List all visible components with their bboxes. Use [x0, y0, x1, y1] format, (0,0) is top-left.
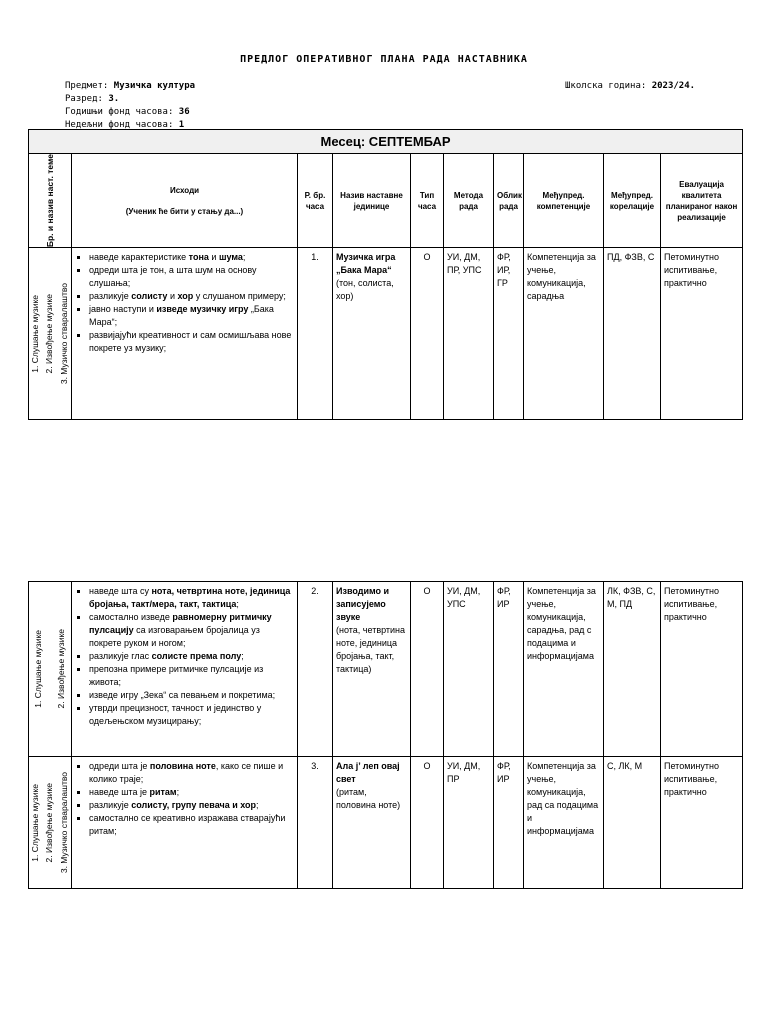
lesson-competences: Компетенција за учење, комуникација, рад са подацима и информацијама	[524, 757, 604, 889]
header-outcomes: Исходи (Ученик ће бити у стању да...)	[72, 154, 298, 248]
weekly-value: 1	[178, 120, 185, 130]
topic-cell: 1. Слушање музике 2. Извођење музике 3. Музичко стваралаштво	[29, 757, 72, 889]
list-item: ▪ самостално изведе равномерну ритмичку пулсацију са изговарањем бројалица уз покрете руком и ногом;	[89, 611, 294, 650]
header-lesson-no: Р. бр. часа	[298, 154, 333, 248]
lesson-correlation: С, ЛК, М	[604, 757, 661, 889]
subject-value: Музичка култура	[113, 81, 196, 91]
outcomes-cell	[72, 248, 298, 420]
plan-table-1	[28, 129, 743, 420]
school-year-value: 2023/24.	[651, 81, 696, 91]
outcomes-cell	[72, 757, 298, 889]
list-item: ▪ самостално се креативно изражава стварајући ритам;	[89, 812, 294, 838]
lesson-form: ФР, ИР, ГР	[494, 248, 524, 420]
grade-value: 3.	[108, 94, 120, 104]
subject-label: Предмет:	[65, 81, 109, 91]
list-item: ▪ наведе карактеристике тона и шума;	[89, 251, 294, 264]
header-evaluation: Евалуација квалитета планираног након реализације	[661, 154, 743, 248]
list-item: ▪ разликује солисту, групу певача и хор;	[89, 799, 294, 812]
lesson-evaluation: Петоминутно испитивање, практично	[661, 248, 743, 420]
page-title: ПРЕДЛОГ ОПЕРАТИВНОГ ПЛАНА РАДА НАСТАВНИКА	[240, 54, 528, 65]
lesson-evaluation: Петоминутно испитивање, практично	[661, 582, 743, 757]
table-row	[29, 757, 743, 889]
list-item: ▪ јавно наступи и изведе музичку игру „Бака Мара“;	[89, 303, 294, 329]
list-item: ▪ разликује глас солисте према полу;	[89, 650, 294, 663]
topic-cell: 1. Слушање музике 2. Извођење музике 3. Музичко стваралаштво	[29, 248, 72, 420]
school-year	[565, 80, 695, 93]
lesson-type: О	[411, 757, 444, 889]
list-item: ▪ одреди шта је половина ноте, како се пише и колико траје;	[89, 760, 294, 786]
header-method: Метода рада	[444, 154, 494, 248]
lesson-type: О	[411, 248, 444, 420]
lesson-competences: Компетенција за учење, комуникација, сарадња	[524, 248, 604, 420]
lesson-name: Ала ј’ леп овај свет (ритам, половина ноте)	[333, 757, 411, 889]
table-row	[29, 248, 743, 420]
header-type: Тип часа	[411, 154, 444, 248]
lesson-method: УИ, ДМ, ПР	[444, 757, 494, 889]
list-item: ▪ разликује солисту и хор у слушаном примеру;	[89, 290, 294, 303]
topic-cell: 1. Слушање музике 2. Извођење музике	[29, 582, 72, 757]
list-item: ▪ одреди шта је тон, а шта шум на основу слушања;	[89, 264, 294, 290]
lesson-evaluation: Петоминутно испитивање, практично	[661, 757, 743, 889]
weekly-label: Недељни фонд часова:	[65, 120, 174, 130]
header-topic: Бр. и назив наст. теме	[29, 154, 72, 248]
lesson-no: 2.	[298, 582, 333, 757]
outcomes-cell	[72, 582, 298, 757]
lesson-method: УИ, ДМ, ПР, УПС	[444, 248, 494, 420]
lesson-no: 1.	[298, 248, 333, 420]
table-row	[29, 582, 743, 757]
school-year-label: Школска година:	[565, 81, 647, 91]
list-item: ▪ наведе шта је ритам;	[89, 786, 294, 799]
annual-label: Годишњи фонд часова:	[65, 107, 174, 117]
list-item: ▪ развијајући креативност и сам осмишљава нове покрете уз музику;	[89, 329, 294, 355]
header-competences: Међупред. компетенције	[524, 154, 604, 248]
header-lesson-name: Назив наставне јединице	[333, 154, 411, 248]
plan-table-2	[28, 581, 743, 889]
month-heading: Месец: СЕПТЕМБАР	[29, 130, 743, 154]
lesson-correlation: ПД, ФЗВ, С	[604, 248, 661, 420]
header-form: Облик рада	[494, 154, 524, 248]
list-item: ▪ наведе шта су нота, четвртина ноте, јединица бројања, такт/мера, такт, тактица;	[89, 585, 294, 611]
header-correlation: Међупред. корелације	[604, 154, 661, 248]
lesson-correlation: ЛК, ФЗВ, С, М, ПД	[604, 582, 661, 757]
meta-block	[65, 80, 195, 132]
list-item: ▪ утврди прецизност, тачност и јединство у одељењском музицирању;	[89, 702, 294, 728]
lesson-no: 3.	[298, 757, 333, 889]
lesson-name: Музичка игра „Бака Мара“ (тон, солиста, хор)	[333, 248, 411, 420]
lesson-form: ФР, ИР	[494, 582, 524, 757]
lesson-method: УИ, ДМ, УПС	[444, 582, 494, 757]
lesson-form: ФР, ИР	[494, 757, 524, 889]
lesson-competences: Компетенција за учење, комуникација, сарадња, рад с подацима и информацијама	[524, 582, 604, 757]
annual-value: 36	[178, 107, 190, 117]
lesson-type: О	[411, 582, 444, 757]
grade-label: Разред:	[65, 94, 103, 104]
list-item: ▪ изведе игру „Зека“ са певањем и покретима;	[89, 689, 294, 702]
lesson-name: Изводимо и записујемо звуке (нота, четвртина ноте, јединица бројања, такт, тактица)	[333, 582, 411, 757]
list-item: ▪ препозна примере ритмичке пулсације из живота;	[89, 663, 294, 689]
